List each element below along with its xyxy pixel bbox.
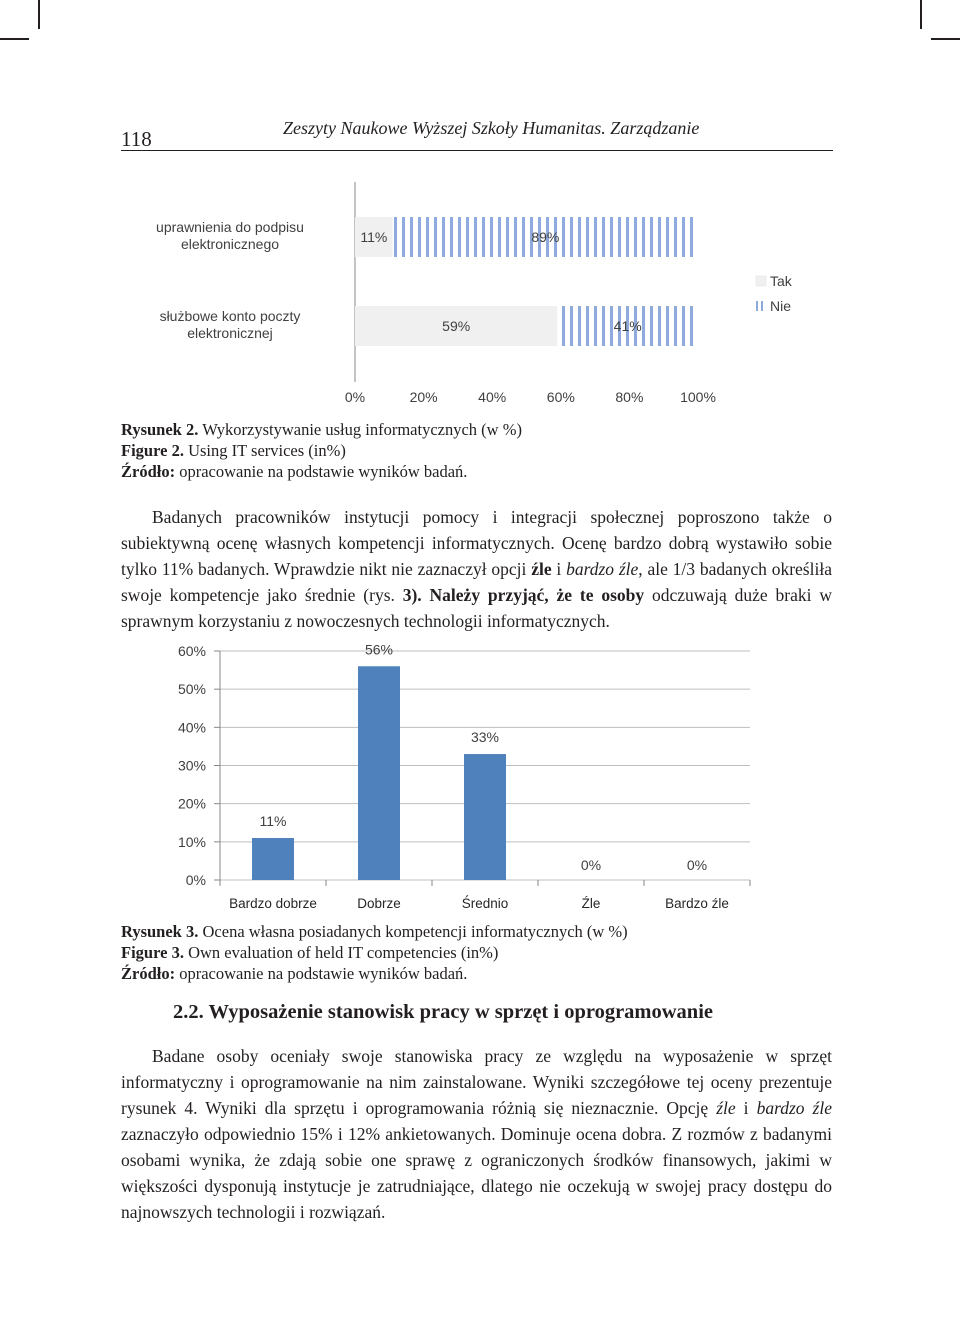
text-run: i (551, 559, 567, 579)
text-run: Badane osoby oceniały swoje stanowiska pracy ze względu na wyposażenie w sprzęt informatyczny i oprogramowanie na nim zainstalowane. Wyniki szczegółowe tej oceny prezentuje rysunek 4. Wyniki dla sprzętu i oprogramowania różnią się nieznacznie. Opcję (121, 1046, 832, 1118)
y-tick-label: 50% (177, 681, 206, 698)
legend-label-tak: Tak (770, 273, 792, 289)
crop-mark (0, 38, 29, 40)
y-tick-label: 30% (177, 757, 206, 774)
crop-mark (920, 0, 922, 29)
legend-label-nie: Nie (770, 298, 792, 314)
caption-text-en: Using IT services (in%) (183, 441, 346, 460)
data-label: 33% (470, 729, 500, 746)
data-label: 0% (686, 857, 708, 873)
caption-text: Wykorzystywanie usług informatycznych (w %) (198, 420, 522, 439)
category-label: elektronicznego (180, 236, 280, 252)
data-label: 59% (442, 318, 471, 334)
x-tick-label: 80% (615, 389, 644, 405)
x-category-label: Bardzo dobrze (229, 896, 317, 911)
figure-3-chart (120, 636, 780, 918)
x-tick-label: 20% (409, 389, 438, 405)
y-tick-label: 0% (185, 872, 206, 888)
category-label: uprawnienia do podpisu (156, 219, 304, 235)
y-tick-label: 10% (177, 833, 206, 850)
data-label: 11% (259, 813, 287, 830)
source-label: Źródło: (121, 964, 176, 983)
y-tick-label: 40% (177, 719, 206, 736)
x-category-label: Źle (581, 896, 601, 911)
source-label: Źródło: (121, 462, 176, 481)
data-label: 0% (580, 857, 602, 873)
figure-2-caption (121, 419, 522, 482)
section-heading: 2.2. Wyposażenie stanowisk pracy w sprzęt i oprogramowanie (173, 1001, 714, 1023)
crop-mark (931, 38, 960, 40)
bold-run: źle (531, 559, 552, 579)
figure-2-chart (120, 170, 840, 415)
italic-run: bardzo źle (566, 559, 639, 579)
data-label: 11% (360, 229, 388, 245)
source-text: opracowanie na podstawie wyników badań. (175, 462, 468, 481)
x-category-label: Dobrze (357, 896, 401, 911)
italic-run: bardzo źle (756, 1098, 832, 1118)
y-tick-label: 20% (177, 795, 206, 812)
caption-text: Ocena własna posiadanych kompetencji informatycznych (w %) (198, 922, 628, 941)
journal-title: Zeszyty Naukowe Wyższej Szkoły Humanitas. Zarządzanie (283, 118, 700, 138)
text-run: Badanych pracowników instytucji pomocy i integracji społecznej poproszono także o subiektywną ocenę własnych kompetencji informatycznych. Ocenę bardzo dobrą wystawiło sobie tylko 11% badanych. Wprawdzie nikt nie zaznaczył opcji (121, 507, 832, 579)
body-paragraph-2 (121, 1043, 832, 1225)
text-run: odczuwają duże braki w sprawnym korzystaniu z nowoczesnych technologii informatycznych. (121, 585, 832, 631)
data-label: 41% (613, 318, 642, 334)
caption-text-en: Own evaluation of held IT competencies (in%) (183, 943, 499, 962)
y-tick-label: 60% (177, 643, 206, 659)
text-run: i (735, 1098, 757, 1118)
data-label: 56% (364, 641, 394, 658)
bar (464, 754, 506, 880)
page-number: 118 (121, 127, 152, 151)
bar (252, 838, 294, 880)
italic-run: źle (716, 1098, 736, 1118)
body-paragraph-1 (121, 504, 832, 634)
caption-label-en: Figure 2. (121, 441, 184, 460)
x-category-label: Bardzo źle (665, 896, 729, 911)
caption-label: Rysunek 2. (121, 420, 199, 439)
x-category-label: Średnio (461, 896, 509, 911)
figure-3-caption (121, 921, 628, 984)
x-tick-label: 40% (478, 389, 507, 405)
bold-run: 3). Należy przyjąć, że te osoby (402, 585, 645, 605)
legend-swatch-nie (756, 301, 766, 311)
data-label: 89% (531, 229, 560, 245)
running-header (121, 118, 833, 151)
source-text: opracowanie na podstawie wyników badań. (175, 964, 468, 983)
category-label: służbowe konto poczty (159, 308, 301, 324)
legend-swatch-tak (756, 276, 766, 286)
x-tick-label: 0% (344, 389, 366, 405)
text-run: , ale 1/3 badanych określiła swoje kompetencje jako średnie (rys. (121, 559, 832, 605)
x-tick-label: 60% (546, 389, 575, 405)
x-tick-label: 100% (680, 389, 716, 405)
crop-mark (38, 0, 40, 29)
text-run: zaznaczyło odpowiednio 15% i 12% ankietowanych. Dominuje ocena dobra. Z rozmów z badanymi osobami wynika, że zdają sobie one sprawę z ograniczonych środków finansowych, jakimi w większości dysponują instytucje je zatrudniające, dlatego nie oczekują w swojej pracy dostępu do najnowszych technologii i rozwiązań. (121, 1124, 832, 1222)
bar (358, 666, 400, 880)
caption-label: Rysunek 3. (121, 922, 199, 941)
category-label: elektronicznej (187, 325, 273, 341)
caption-label-en: Figure 3. (121, 943, 184, 962)
